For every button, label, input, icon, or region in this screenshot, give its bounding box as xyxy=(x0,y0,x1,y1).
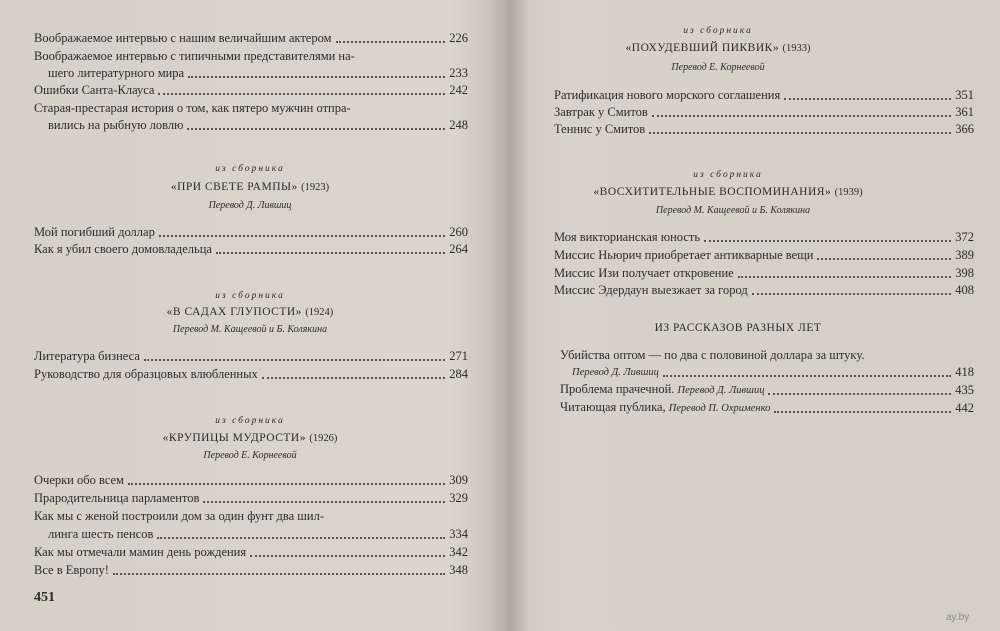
section-title: «КРУПИЦЫ МУДРОСТИ» (1926) xyxy=(162,432,338,444)
toc-entry: Проблема прачечной. Перевод Д. Лившиц 435 xyxy=(560,382,974,397)
section-translator: Перевод М. Кащеевой и Б. Колякина xyxy=(172,324,328,335)
section-title: «ВОСХИТИТЕЛЬНЫЕ ВОСПОМИНАНИЯ» (1939) xyxy=(593,186,863,198)
toc-entry: Как мы отмечали мамин день рождения 342 xyxy=(34,545,468,559)
section-title: «ПРИ СВЕТЕ РАМПЫ» (1923) xyxy=(170,181,330,193)
toc-entry: Читающая публика, Перевод П. Охрименко 442 xyxy=(560,400,974,415)
toc-entry: Воображаемое интервью с нашим величайшим актером 226 xyxy=(34,31,468,45)
toc-entry: Теннис у Смитов 366 xyxy=(554,122,974,136)
toc-entry: Очерки обо всем 309 xyxy=(34,473,468,487)
section-translator: Перевод Е. Корнеевой xyxy=(671,62,765,73)
toc-entry: Миссис Ньюрич приобретает антикварные вещи 389 xyxy=(554,248,974,262)
right-page xyxy=(528,0,1000,631)
section-translator: Перевод Е. Корнеевой xyxy=(203,450,297,461)
toc-entry: линга шесть пенсов 334 xyxy=(48,527,468,541)
watermark: ay.by xyxy=(946,612,970,623)
section-title: ИЗ РАССКАЗОВ РАЗНЫХ ЛЕТ xyxy=(654,322,822,334)
toc-entry-line: Как мы с женой построили дом за один фунт два шил- xyxy=(34,509,325,523)
section-source: из сборника xyxy=(693,170,763,180)
toc-entry: Завтрак у Смитов 361 xyxy=(554,105,974,119)
toc-entry-line: Старая-престарая история о том, как пятеро мужчин отпра- xyxy=(34,101,351,115)
toc-entry-line: Убийства оптом — по два с половиной доллара за штуку. xyxy=(560,348,865,362)
section-source: из сборника xyxy=(683,26,753,36)
toc-entry: Ошибки Санта-Клауса 242 xyxy=(34,83,468,97)
toc-entry: вились на рыбную ловлю 248 xyxy=(48,118,468,132)
toc-entry: Ратификация нового морского соглашения 351 xyxy=(554,88,974,102)
toc-entry: Моя викторианская юность 372 xyxy=(554,230,974,244)
page-number: 451 xyxy=(34,590,55,605)
toc-entry: Миссис Изи получает откровение 398 xyxy=(554,266,974,280)
section-source: из сборника xyxy=(215,291,285,301)
toc-entry: Руководство для образцовых влюбленных 284 xyxy=(34,367,468,381)
section-source: из сборника xyxy=(215,416,285,426)
toc-entry: шего литературного мира 233 xyxy=(48,66,468,80)
toc-entry: Миссис Эдердаун выезжает за город 408 xyxy=(554,283,974,297)
section-translator: Перевод Д. Лившиц xyxy=(208,200,292,211)
section-title: «ПОХУДЕВШИЙ ПИКВИК» (1933) xyxy=(625,42,811,54)
toc-entry: Перевод Д. Лившиц 418 xyxy=(572,365,974,379)
toc-entry: Мой погибший доллар 260 xyxy=(34,225,468,239)
toc-entry: Прародительница парламентов 329 xyxy=(34,491,468,505)
toc-entry-line: Воображаемое интервью с типичными представителями на- xyxy=(34,49,355,63)
toc-entry: Все в Европу! 348 xyxy=(34,563,468,577)
toc-entry: Литература бизнеса 271 xyxy=(34,349,468,363)
toc-entry: Как я убил своего домовладельца 264 xyxy=(34,242,468,256)
section-title: «В САДАХ ГЛУПОСТИ» (1924) xyxy=(166,306,334,318)
section-source: из сборника xyxy=(215,164,285,174)
section-translator: Перевод М. Кащеевой и Б. Колякина xyxy=(655,205,811,216)
